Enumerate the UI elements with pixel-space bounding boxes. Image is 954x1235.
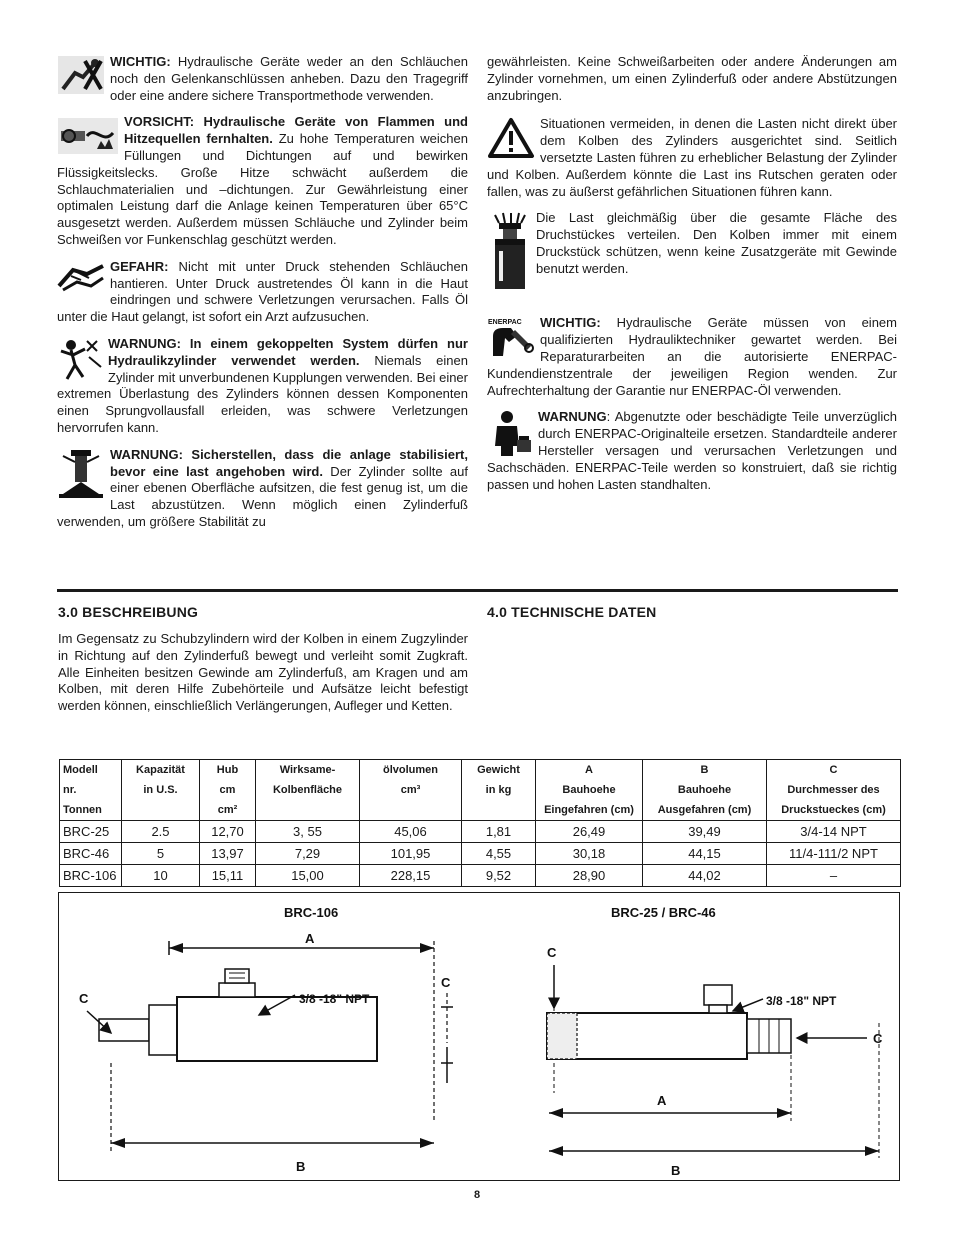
stable-load-icon: [57, 448, 105, 500]
cell: 3, 55: [256, 821, 360, 843]
npt-label-left: 3/8 -18" NPT: [299, 992, 370, 1006]
cell: BRC-46: [60, 843, 122, 865]
cell: 45,06: [360, 821, 462, 843]
cell: 12,70: [200, 821, 256, 843]
cell: 3/4-14 NPT: [767, 821, 901, 843]
safety-left-column: [57, 54, 468, 541]
safety-note-coupled-system: [57, 336, 468, 437]
person-falling-icon: [57, 337, 103, 381]
cell: 7,29: [256, 843, 360, 865]
cell: 2.5: [122, 821, 200, 843]
header-capacity: Kapazität in U.S.: [122, 760, 200, 821]
safety-note-saddle: [487, 210, 897, 291]
fig-title-brc106: BRC-106: [284, 905, 339, 920]
note-lead-extra: Hydraulische Geräte von Flammen und Hitzequellen fernhalten.: [124, 114, 468, 147]
note-text: Hydraulische Geräte müssen von einem qualifizierten Hydrauliktechniker gewartet werden. Bei Reparaturarbeiten an die autorisierte ENERPAC-Kundendienstzentrale der jeweiligen Region wenden. Zur Aufrechterhaltung der Garantie nur ENERPAC-Öl verwenden.: [487, 315, 897, 398]
safety-note-offset-load: [487, 116, 897, 200]
cell: 4,55: [462, 843, 536, 865]
table-row: [60, 865, 901, 887]
dim-label-c-left-piston: C: [79, 991, 89, 1006]
technician-icon: [487, 410, 533, 456]
note-text: Die Last gleichmäßig über die gesamte Fläche des Druchstückes verteilen. Den Kolben immer mit einem Druckstück schützen, wenn keine Zusatzgeräte mit Gewinde benutzt werden.: [536, 210, 897, 276]
page-number: 8: [473, 1189, 481, 1201]
cell: BRC-106: [60, 865, 122, 887]
header-c: C Durchmesser des Druckstueckes (cm): [767, 760, 901, 821]
dim-label-a-left: A: [305, 931, 315, 946]
cell: BRC-25: [60, 821, 122, 843]
cell: 1,81: [462, 821, 536, 843]
heat-flame-icon: [57, 115, 119, 157]
header-b: B Bauhoehe Ausgefahren (cm): [643, 760, 767, 821]
cell: 101,95: [360, 843, 462, 865]
note-text: Der Zylinder sollte auf einer ebenen Oberfläche aufsitzen, die fest genug ist, um die Last abzustützen. Wenn möglich einen Zylinderfuß verwenden, um größere Stabilität zu: [57, 463, 468, 529]
cell: 9,52: [462, 865, 536, 887]
no-lift-by-hose-icon: [57, 55, 105, 95]
cell: 44,15: [643, 843, 767, 865]
header-model: Modell nr. Tonnen: [60, 760, 122, 821]
dim-label-b-right: B: [671, 1163, 681, 1178]
cell: 44,02: [643, 865, 767, 887]
cell: 30,18: [536, 843, 643, 865]
cell: 26,49: [536, 821, 643, 843]
cell: 28,90: [536, 865, 643, 887]
note-text: Situationen vermeiden, in denen die Lasten nicht direkt über dem Kolben des Zylinders ausgerichtet sind. Seitlich versetzte Lasten führen zu erheblicher Belastung der Zylinder und Kolben. Außerdem könnte die Last ins Rutschen geraten oder fallen, was zu äußerst gefährlichen Situationen führen kann.: [487, 116, 897, 199]
header-weight: Gewicht in kg: [462, 760, 536, 821]
spec-table: [59, 759, 901, 887]
note-lead: WARNUNG: [538, 409, 607, 425]
note-text: Niemals einen Zylinder mit unverbundenen Kupplungen verwenden. Bei einer extremen Überlastung des Zylinders können dessen Komponenten einen Sprungvollausfall erleiden, was schwere Verletzungen hervorrufen kann.: [57, 352, 468, 435]
section-3-text: Im Gegensatz zu Schubzylindern wird der Kolben in einem Zugzylinder in Richtung auf den Zylinderfuß bewegt und verleiht somit Zugkraft. Alle Einheiten besitzen Gewinde am Zylinderfuß, am Kragen und am Kolben, mit deren Hilfe Zubehörteile und Aufsätze leicht befestigt werden können, einschließlich Verlängerungen, Aufleger und Ketten.: [58, 631, 468, 714]
safety-note-continuation: [487, 54, 897, 104]
warning-triangle-icon: [487, 117, 535, 159]
header-stroke: Hub cm cm²: [200, 760, 256, 821]
cell: 39,49: [643, 821, 767, 843]
note-text: gewährleisten. Keine Schweißarbeiten oder andere Änderungen am Zylinder vornehmen, um einen Zylinderfuß oder andere Abstützungen anzubringen.: [487, 54, 897, 103]
cell: 15,00: [256, 865, 360, 887]
dim-label-b-left: B: [296, 1159, 306, 1174]
cell: 13,97: [200, 843, 256, 865]
note-lead: WICHTIG:: [110, 54, 171, 69]
spec-table-header: [60, 760, 901, 821]
enerpac-service-icon: [487, 316, 535, 358]
note-text: : Abgenutzte oder beschädigte Teile unverzüglich durch ENERPAC-Originalteile ersetzen. Standardteile anderer Hersteller versagen und verursachen Verletzungen und Sachschäden. ENERPAC-Teile werden so konstruiert, daß sie richtig passen und hohen Lasten standhalten.: [487, 409, 897, 492]
note-text: Nicht mit unter Druck stehenden Schläuchen hantieren. Unter Druck austretendes Öl kann in die Haut eindringen und schwere Verletzungen verursachen. Falls Öl unter die Haut gelangt, ist sofort ein Arzt aufzusuchen.: [57, 258, 468, 325]
enerpac-logo-text: ENERPAC: [488, 319, 522, 327]
cell: –: [767, 865, 901, 887]
table-row: [60, 821, 901, 843]
table-row: [60, 843, 901, 865]
note-lead: WARNUNG:: [110, 446, 183, 462]
saddle-load-icon: [487, 211, 531, 291]
section-divider: [57, 589, 898, 592]
dimension-drawing: [59, 893, 899, 1180]
header-piston-area: Wirksame- Kolbenfläche: [256, 760, 360, 821]
note-lead-extra: In einem gekoppelten System dürfen nur Hydraulikzylinder verwendet werden.: [108, 335, 468, 368]
note-lead: WICHTIG:: [540, 315, 601, 331]
cell: 228,15: [360, 865, 462, 887]
safety-note-heat: [57, 114, 468, 248]
npt-label-right: 3/8 -18" NPT: [766, 994, 837, 1008]
dim-label-c-right-piston: C: [873, 1031, 883, 1046]
header-oil-volume: ölvolumen cm³: [360, 760, 462, 821]
dim-label-c-right-top: C: [547, 945, 557, 960]
header-a: A Bauhoehe Eingefahren (cm): [536, 760, 643, 821]
note-text: Zu hohe Temperaturen weichen Füllungen und Dichtungen auf und bewirken Flüssigkeitslecks. Große Hitze schwächt außerdem die Schlauchmaterialien und –dichtungen. Zur Gewährleistung einer optimalen Leistung darf die Anlage keinen Temperaturen über 65°C ausgesetzt werden. Außerdem müssen Schläuche und Zylinder beim Schweißen vor Funkenschlag geschützt werden.: [57, 131, 468, 247]
cell: 5: [122, 843, 200, 865]
note-lead: GEFAHR:: [110, 258, 169, 274]
safety-note-stable: [57, 447, 468, 531]
safety-note-service: [487, 315, 897, 399]
pressurized-hose-hand-icon: [57, 260, 105, 294]
note-lead-extra: Sicherstellen, dass die anlage stabilisiert, bevor eine last angehoben wird.: [110, 446, 468, 479]
note-text: Hydraulische Geräte weder an den Schläuchen noch den Gelenkanschlüssen anheben. Dazu den Tragegriff oder eine andere sichere Transportmethode verwenden.: [110, 54, 468, 103]
note-lead: VORSICHT:: [124, 114, 195, 130]
safety-note-no-lift-hose: [57, 54, 468, 104]
safety-note-danger: [57, 259, 468, 326]
section-4-heading: 4.0 TECHNISCHE DATEN: [487, 604, 657, 620]
safety-right-column: [487, 54, 897, 503]
safety-note-parts: [487, 409, 897, 493]
cell: 15,11: [200, 865, 256, 887]
dim-label-c-left-body: C: [441, 975, 451, 990]
cell: 11/4-111/2 NPT: [767, 843, 901, 865]
dim-label-a-right: A: [657, 1093, 667, 1108]
section-3-heading: 3.0 BESCHREIBUNG: [58, 604, 199, 620]
fig-title-brc25-46: BRC-25 / BRC-46: [611, 905, 716, 920]
dimension-figure: [58, 892, 900, 1181]
cell: 10: [122, 865, 200, 887]
note-lead: WARNUNG:: [108, 335, 181, 351]
